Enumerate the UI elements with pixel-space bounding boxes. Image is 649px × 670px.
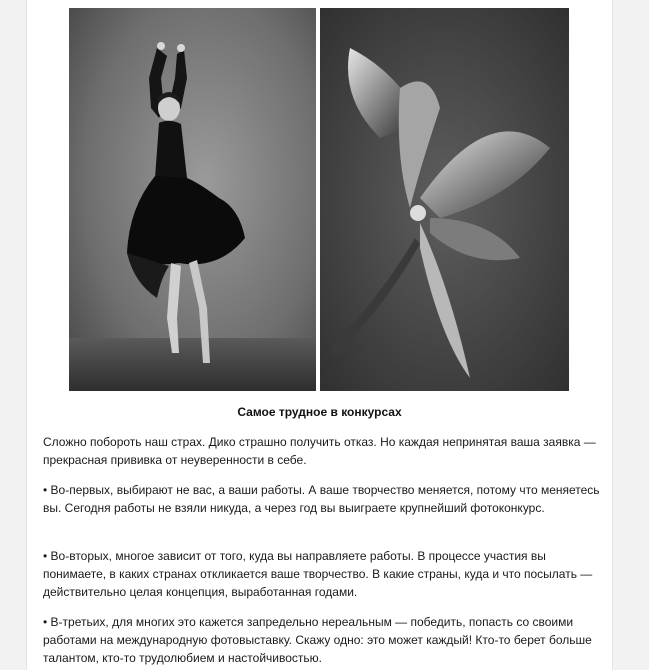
- section-heading: Самое трудное в конкурсах: [237, 405, 402, 419]
- photo-diptych: [69, 8, 569, 391]
- paragraph-point-1: • Во-первых, выбирают не вас, а ваши работы. А ваше творчество меняется, потому что меняетесь вы. Сегодня работы не взяли никуда, а через год вы выиграете крупнейший фотоконкурс.: [43, 483, 600, 515]
- flower-photo: [320, 8, 569, 391]
- article-page: [26, 0, 613, 670]
- paragraph-point-3: • В-третьих, для многих это кажется запредельно нереальным — победить, попасть со своими работами на международную фотовыставку. Скажу одно: это может каждый! Кто-то берет больше талантом, кто-то трудолюбием и настойчивостью.: [43, 615, 592, 665]
- paragraph-intro: Сложно побороть наш страх. Дико страшно получить отказ. Но каждая непринятая ваша заявка — прекрасная прививка от неуверенности в себе.: [43, 435, 596, 467]
- ballerina-photo: [69, 8, 316, 391]
- paragraph-point-2: • Во-вторых, многое зависит от того, куда вы направляете работы. В процессе участия вы понимаете, в каких странах откликается ваше творчество. В какие страны, куда и что посылать — действительно целая концепция, выработанная годами.: [43, 549, 593, 599]
